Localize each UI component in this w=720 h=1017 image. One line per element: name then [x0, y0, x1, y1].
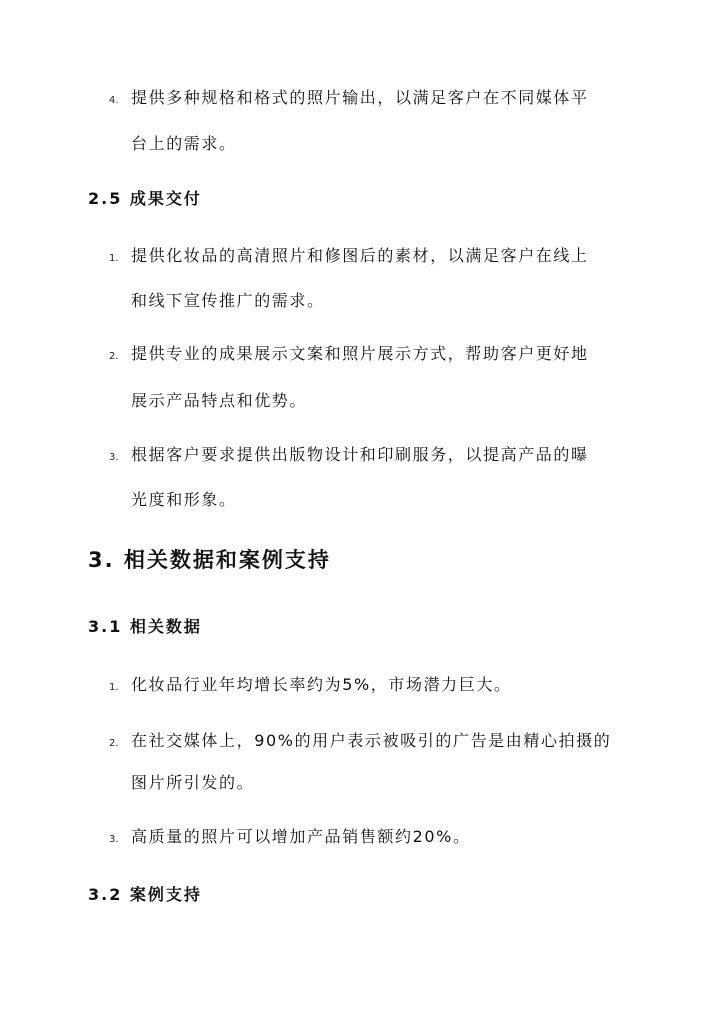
list-text-line: 在社交媒体上，90%的用户表示被吸引的广告是由精心拍摄的	[131, 731, 612, 750]
list-number: 2.	[109, 738, 119, 749]
list-number: 4.	[109, 95, 119, 106]
list-text-line: 提供化妆品的高清照片和修图后的素材，以满足客户在线上	[131, 246, 589, 265]
list-number: 2.	[109, 351, 119, 362]
list-text-line: 高质量的照片可以增加产品销售额约20%。	[131, 827, 471, 846]
list-text-line: 展示产品特点和优势。	[131, 391, 308, 410]
list-number: 1.	[109, 253, 119, 264]
list-number: 3.	[109, 452, 119, 463]
section-heading-3: 3. 相关数据和案例支持	[88, 548, 331, 572]
list-text-line: 图片所引发的。	[131, 773, 255, 792]
list-text-line: 提供多种规格和格式的照片输出，以满足客户在不同媒体平	[131, 88, 589, 107]
list-text-line: 化妆品行业年均增长率约为5%，市场潜力巨大。	[131, 675, 512, 694]
section-heading-2-5: 2.5 成果交付	[88, 189, 202, 208]
list-text-line: 光度和形象。	[131, 490, 237, 509]
list-text-line: 提供专业的成果展示文案和照片展示方式，帮助客户更好地	[131, 344, 589, 363]
list-text-line: 和线下宣传推广的需求。	[131, 291, 325, 310]
list-number: 1.	[109, 682, 119, 693]
section-heading-3-1: 3.1 相关数据	[88, 617, 202, 636]
list-text-line: 根据客户要求提供出版物设计和印刷服务，以提高产品的曝	[131, 445, 589, 464]
list-number: 3.	[109, 834, 119, 845]
section-heading-3-2: 3.2 案例支持	[88, 885, 202, 904]
list-text-line: 台上的需求。	[131, 134, 237, 153]
